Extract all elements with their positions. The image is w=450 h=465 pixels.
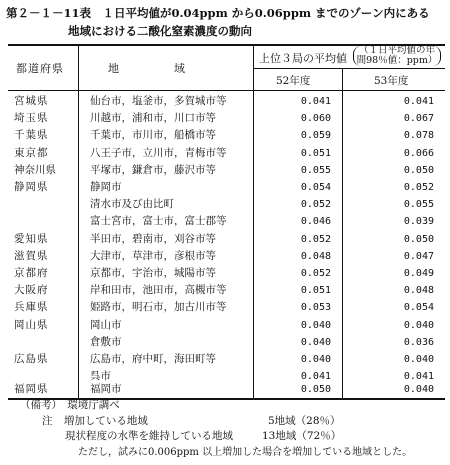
table-row (8, 231, 445, 248)
table-row (8, 282, 445, 299)
value-53-cell: 0.047 (403, 250, 434, 262)
value-52-cell: 0.059 (300, 130, 331, 142)
table-title (6, 4, 430, 40)
header-year-53: 53年度 (374, 75, 409, 87)
maintain-count: 13地域（72％） (262, 430, 342, 442)
value-52-cell: 0.040 (300, 319, 331, 331)
title-line-1: 第２－１－11表 １日平均値が0.04ppm から0.06ppm までのゾーン内にある (6, 6, 430, 20)
header-year-52: 52年度 (276, 75, 311, 87)
value-52-cell: 0.052 (300, 199, 331, 211)
value-53-cell: 0.049 (403, 268, 434, 279)
value-53-cell: 0.040 (403, 354, 434, 365)
value-52-cell: 0.051 (300, 147, 331, 159)
prefecture-cell: 京都府 (14, 267, 49, 279)
table-row (8, 110, 445, 127)
area-cell: 平塚市，鎌倉市，藤沢市等 (90, 163, 216, 176)
table-row (8, 265, 445, 282)
title-line-2: 地域における二酸化窒素濃度の動向 (68, 24, 252, 38)
value-53-cell: 0.036 (403, 336, 434, 348)
value-53-cell: 0.067 (403, 113, 434, 125)
value-52-cell: 0.052 (300, 268, 331, 279)
value-53-cell: 0.050 (403, 164, 434, 176)
table-row (8, 93, 445, 110)
table-row (8, 145, 445, 162)
prefecture-cell: 埼玉県 (14, 112, 49, 125)
header-average: 上位３局の平均値 (259, 52, 347, 65)
value-52-cell: 0.041 (300, 96, 331, 107)
header-bottom-rule (8, 90, 445, 91)
increase-label: 増加している地域 (63, 414, 148, 427)
table-row (8, 299, 445, 316)
value-53-cell: 0.052 (403, 182, 434, 193)
area-cell: 岸和田市，池田市，高槻市等 (90, 284, 227, 297)
area-cell: 仙台市，塩釜市，多賀城市等 (90, 95, 227, 107)
table-row (8, 179, 445, 196)
value-52-cell: 0.040 (300, 354, 331, 365)
value-52-cell: 0.046 (300, 216, 331, 228)
prefecture-cell: 神奈川県 (14, 163, 56, 176)
value-53-cell: 0.050 (403, 233, 434, 245)
area-cell: 岡山市 (90, 318, 122, 331)
table-row (8, 213, 445, 230)
area-cell: 八王子市，立川市，青梅市等 (90, 146, 227, 159)
value-53-cell: 0.048 (403, 285, 434, 297)
prefecture-cell: 滋賀県 (14, 249, 49, 262)
value-52-cell: 0.055 (300, 164, 331, 176)
area-cell: 倉敷市 (90, 335, 122, 348)
header-note-line-1: （１日平均値の年 (358, 45, 435, 56)
footnote-increase (20, 414, 412, 430)
value-53-cell: 0.066 (403, 147, 434, 159)
table-row (8, 196, 445, 213)
header-area: 地 域 (108, 62, 185, 75)
table-footnote (20, 398, 412, 460)
prefecture-cell: 愛知県 (14, 232, 49, 245)
area-cell: 京都市，宇治市，城陽市等 (90, 267, 216, 279)
area-cell: 姫路市，明石市，加古川市等 (90, 301, 227, 314)
value-53-cell: 0.055 (403, 199, 434, 211)
value-53-cell: 0.040 (403, 384, 434, 395)
prefecture-cell: 宮城県 (14, 95, 49, 107)
prefecture-cell: 大阪府 (14, 284, 49, 297)
maintain-label: 現状程度の水準を維持している地域 (65, 430, 233, 442)
value-52-cell: 0.050 (300, 384, 331, 395)
prefecture-cell: 福岡県 (14, 383, 49, 395)
value-53-cell: 0.040 (403, 319, 434, 331)
header-prefecture: 都道府県 (16, 62, 64, 75)
value-53-cell: 0.041 (403, 96, 434, 107)
value-53-cell: 0.041 (403, 371, 434, 383)
prefecture-cell: 兵庫県 (14, 301, 49, 314)
note-label: 注 (42, 414, 53, 427)
area-cell: 福岡市 (90, 383, 122, 395)
value-52-cell: 0.040 (300, 336, 331, 348)
value-52-cell: 0.060 (300, 113, 331, 125)
value-52-cell: 0.051 (300, 285, 331, 297)
area-cell: 広島市，府中町，海田町等 (90, 353, 216, 365)
value-52-cell: 0.048 (300, 250, 331, 262)
increase-count: 5地域（28％） (268, 414, 341, 427)
header-rule (253, 68, 445, 69)
value-52-cell: 0.041 (300, 371, 331, 383)
footnote-remark: （備考） 環境庁調べ (20, 399, 120, 411)
area-cell: 呉市 (90, 370, 111, 383)
area-cell: 川越市，浦和市，川口市等 (90, 112, 216, 125)
table-row (8, 248, 445, 265)
data-table (8, 44, 445, 400)
value-52-cell: 0.054 (300, 182, 331, 193)
value-53-cell: 0.078 (403, 130, 434, 142)
area-cell: 大津市，草津市，彦根市等 (90, 249, 216, 262)
area-cell: 清水市及び由比町 (90, 198, 174, 211)
value-52-cell: 0.053 (300, 302, 331, 314)
prefecture-cell: 東京都 (14, 146, 49, 159)
prefecture-cell: 千葉県 (14, 129, 49, 142)
area-cell: 千葉市，市川市，船橋市等 (90, 129, 216, 142)
table-row (8, 162, 445, 179)
header-note-line-2: 間98％値：ppm） (356, 55, 438, 66)
area-cell: 富士宮市，富士市，富士郡等 (90, 215, 227, 228)
prefecture-cell: 広島県 (14, 353, 49, 365)
table-row (8, 381, 445, 398)
footnote-maintain (20, 429, 412, 445)
prefecture-cell: 岡山県 (14, 318, 49, 331)
footnote-caveat: ただし，試みに0.006ppm 以上増加した場合を増加している地域とした。 (78, 446, 413, 458)
table-row (8, 351, 445, 368)
area-cell: 半田市，碧南市，刈谷市等 (90, 232, 216, 245)
value-53-cell: 0.039 (403, 216, 434, 228)
value-53-cell: 0.054 (403, 302, 434, 314)
table-row (8, 317, 445, 334)
table-row (8, 127, 445, 144)
area-cell: 静岡市 (90, 181, 122, 193)
header-note (353, 46, 441, 66)
prefecture-cell: 静岡県 (14, 181, 49, 193)
value-52-cell: 0.052 (300, 233, 331, 245)
table-row (8, 334, 445, 351)
